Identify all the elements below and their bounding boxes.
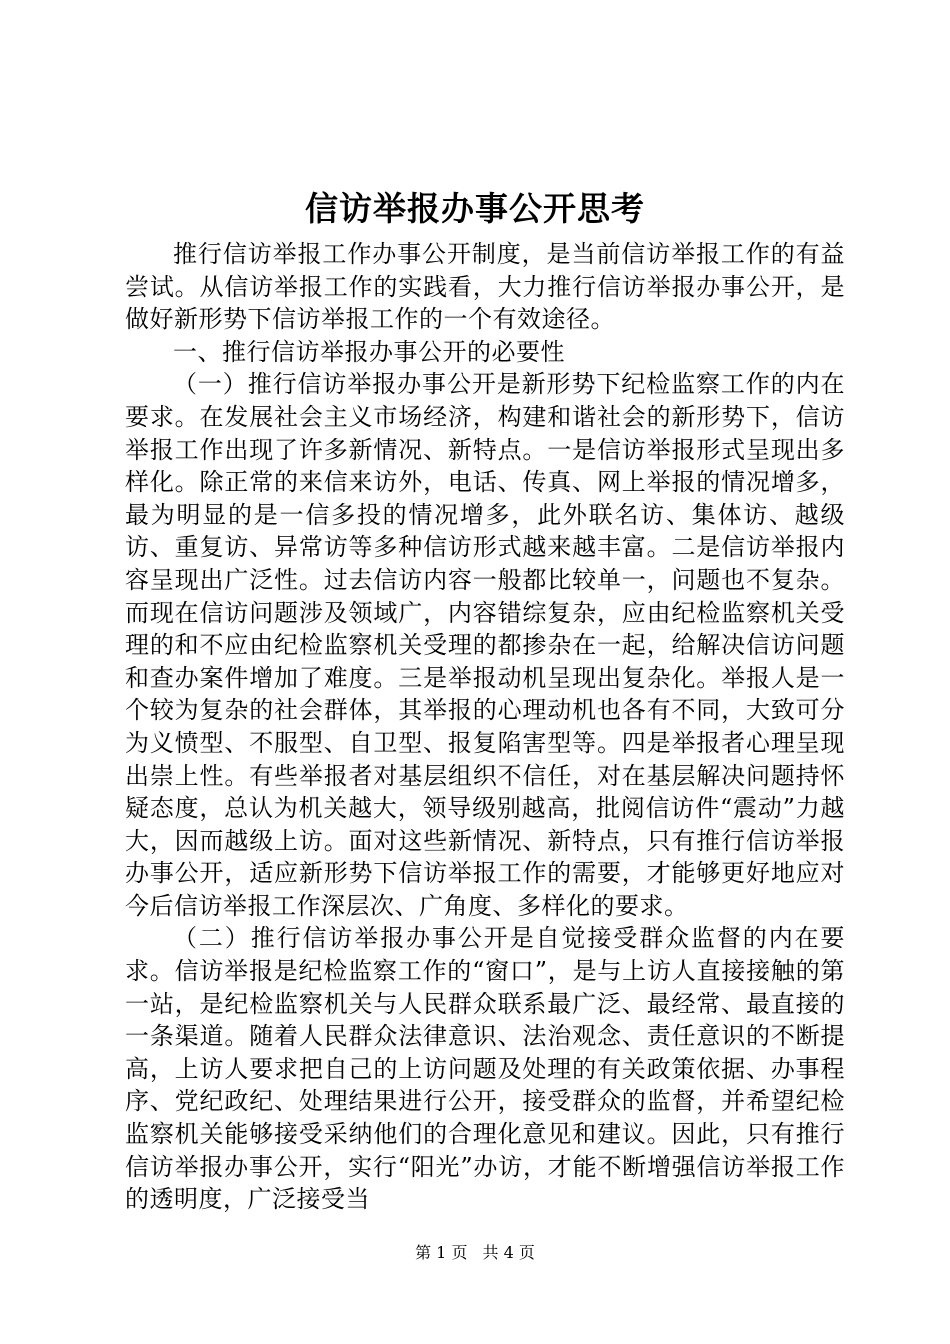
- body-paragraph-2: （二）推行信访举报办事公开是自觉接受群众监督的内在要求。信访举报是纪检监察工作的“窗口”，是与上访人直接接触的第一站，是纪检监察机关与人民群众联系最广泛、最经常、最直接的一条渠道。随着人民群众法律意识、法治观念、责任意识的不断提高，上访人要求把自己的上访问题及处理的有关政策依据、办事程序、党纪政纪、处理结果进行公开，接受群众的监督，并希望纪检监察机关能够接受采纳他们的合理化意见和建议。因此，只有推行信访举报办事公开，实行“阳光”办访，才能不断增强信访举报工作的透明度，广泛接受当: [125, 924, 845, 1214]
- document-title: 信访举报办事公开思考: [305, 189, 645, 228]
- intro-paragraph: 推行信访举报工作办事公开制度，是当前信访举报工作的有益尝试。从信访举报工作的实践看，大力推行信访举报办事公开，是做好新形势下信访举报工作的一个有效途径。: [125, 240, 845, 334]
- body-paragraph-1: （一）推行信访举报办事公开是新形势下纪检监察工作的内在要求。在发展社会主义市场经济，构建和谐社会的新形势下，信访举报工作出现了许多新情况、新特点。一是信访举报形式呈现出多样化。除正常的来信来访外，电话、传真、网上举报的情况增多，最为明显的是一信多投的情况增多，此外联名访、集体访、越级访、重复访、异常访等多种信访形式越来越丰富。二是信访举报内容呈现出广泛性。过去信访内容一般都比较单一，问题也不复杂。而现在信访问题涉及领域广，内容错综复杂，应由纪检监察机关受理的和不应由纪检监察机关受理的都掺杂在一起，给解决信访问题和查办案件增加了难度。三是举报动机呈现出复杂化。举报人是一个较为复杂的社会群体，其举报的心理动机也各有不同，大致可分为义愤型、不服型、自卫型、报复陷害型等。四是举报者心理呈现出崇上性。有些举报者对基层组织不信任，对在基层解决问题持怀疑态度，总认为机关越大，领导级别越高，批阅信访件“震动”力越大，因而越级上访。面对这些新情况、新特点，只有推行信访举报办事公开，适应新形势下信访举报工作的需要，才能够更好地应对今后信访举报工作深层次、广角度、多样化的要求。: [125, 370, 845, 920]
- page-number: 第 1 页: [415, 1243, 468, 1262]
- page-total: 共 4 页: [482, 1243, 535, 1262]
- page-footer: [0, 1242, 950, 1264]
- document-body: [125, 238, 845, 1216]
- section-heading: 一、推行信访举报办事公开的必要性: [173, 337, 565, 366]
